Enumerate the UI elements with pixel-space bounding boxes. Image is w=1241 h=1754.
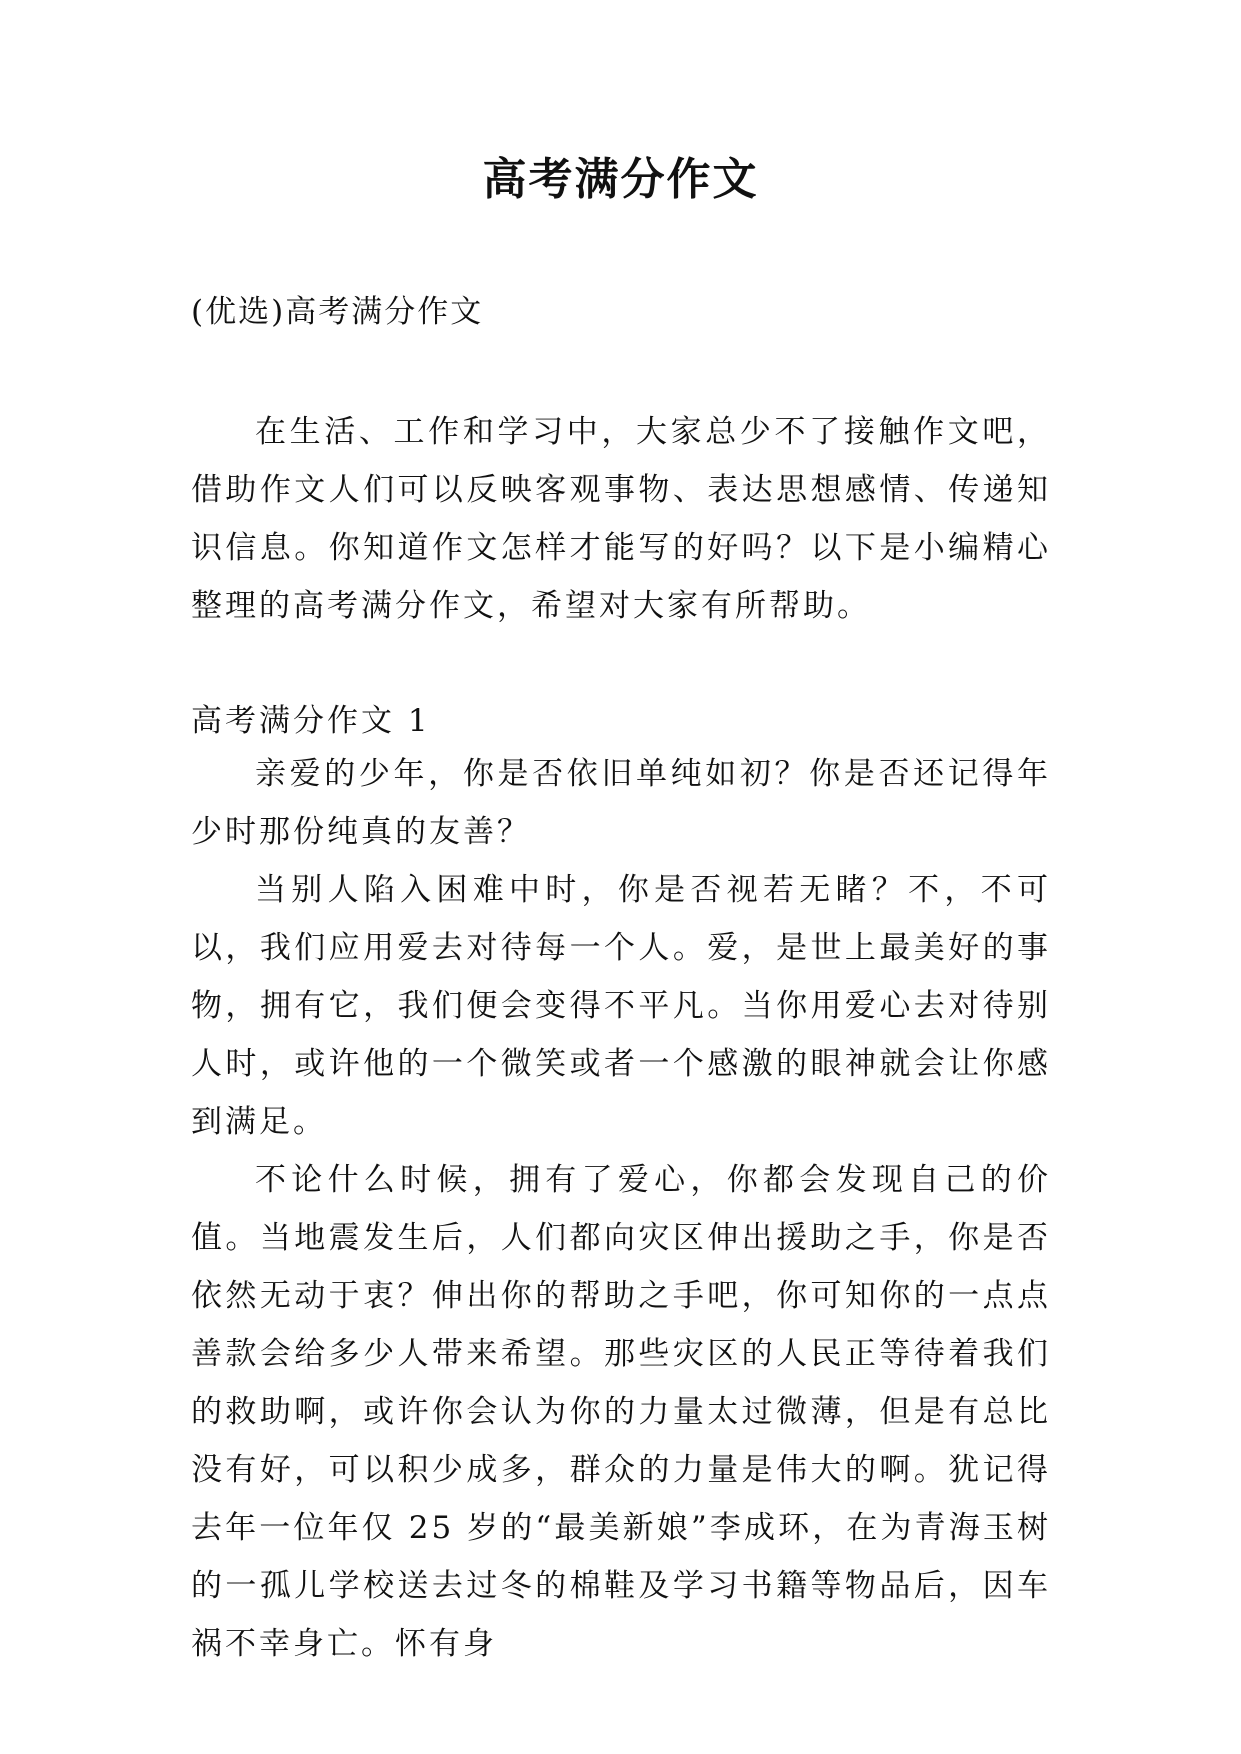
intro-paragraph: 在生活、工作和学习中，大家总少不了接触作文吧，借助作文人们可以反映客观事物、表达思想感情、传递知识信息。你知道作文怎样才能写的好吗？以下是小编精心整理的高考满分作文，希望对大家有所帮助。 — [191, 414, 1051, 624]
essay-body — [191, 745, 1051, 1673]
essay-paragraph-3: 不论什么时候，拥有了爱心，你都会发现自己的价值。当地震发生后，人们都向灾区伸出援助之手，你是否依然无动于衷？伸出你的帮助之手吧，你可知你的一点点善款会给多少人带来希望。那些灾区的人民正等待着我们的救助啊，或许你会认为你的力量太过微薄，但是有总比没有好，可以积少成多，群众的力量是伟大的啊。犹记得去年一位年仅 25 岁的“最美新娘”李成环，在为青海玉树的一孤儿学校送去过冬的棉鞋及学习书籍等物品后，因车祸不幸身亡。怀有身 — [191, 1162, 1051, 1662]
intro-section — [191, 403, 1051, 635]
document-title: 高考满分作文 — [482, 154, 759, 205]
essay-paragraph-2: 当别人陷入困难中时，你是否视若无睹？不，不可以，我们应用爱去对待每一个人。爱，是世上最美好的事物，拥有它，我们便会变得不平凡。当你用爱心去对待别人时，或许他的一个微笑或者一个感激的眼神就会让你感到满足。 — [191, 872, 1051, 1140]
essay-heading: 高考满分作文 1 — [191, 703, 431, 739]
essay-paragraph-1: 亲爱的少年，你是否依旧单纯如初？你是否还记得年少时那份纯真的友善？ — [191, 756, 1051, 850]
document-subtitle: (优选)高考满分作文 — [191, 294, 484, 330]
